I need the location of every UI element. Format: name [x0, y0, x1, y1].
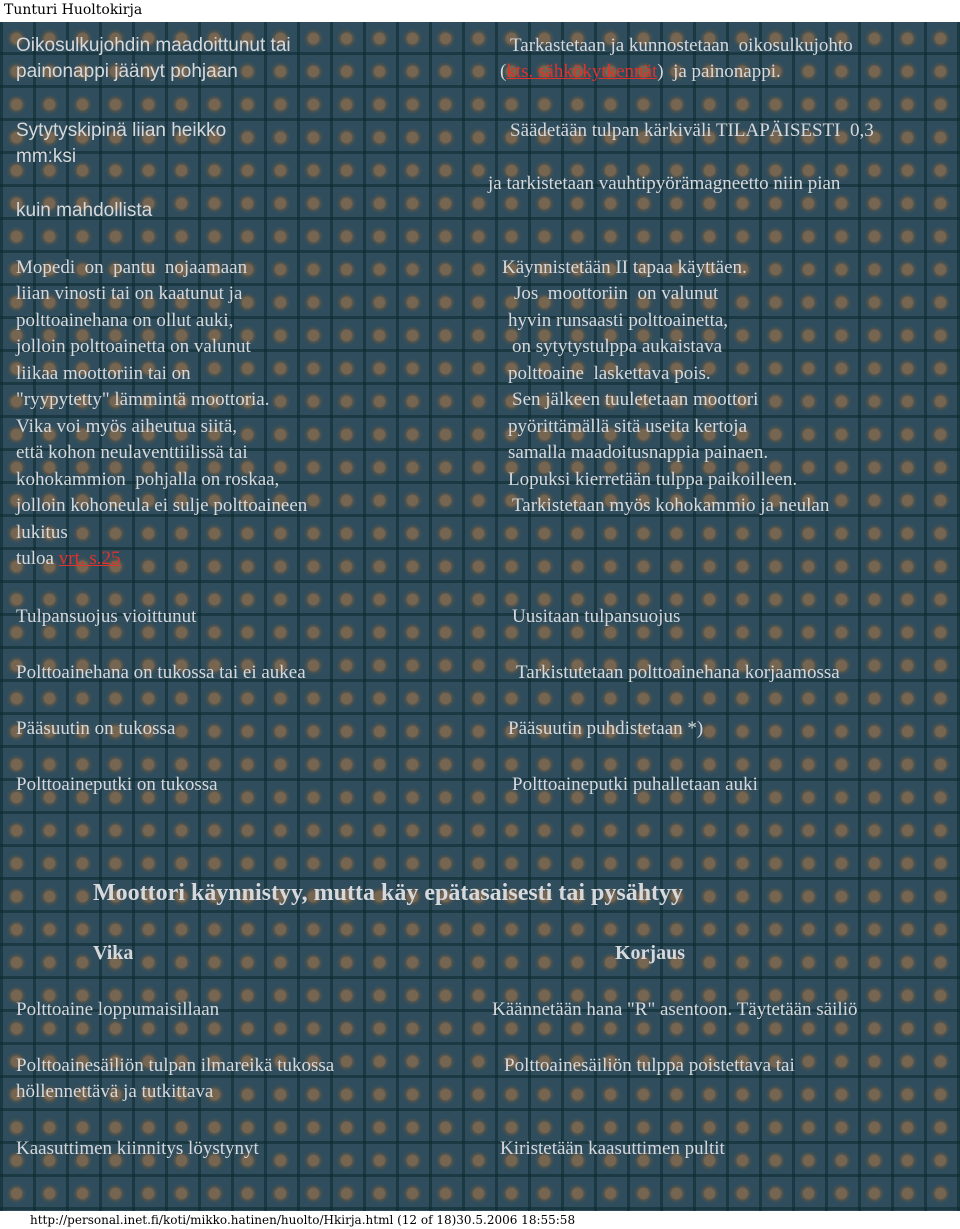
fix-text-part: (	[500, 61, 507, 82]
fault-text: polttoainehana on ollut auki,	[16, 310, 234, 331]
fault-text: Vika voi myös aiheutua siitä,	[16, 416, 238, 437]
fix-text: Pääsuutin puhdistetaan *)	[508, 718, 704, 739]
fix-text-part: ) ja painonappi.	[657, 61, 781, 82]
fix-text: Tarkistutetaan polttoainehana korjaamossa	[516, 662, 840, 683]
manual-content	[0, 22, 960, 1211]
fix-text: Käännetään hana "R" asentoon. Täytetään säiliö	[492, 999, 858, 1020]
fault-text: mm:ksi	[16, 146, 77, 167]
fix-text: samalla maadoitusnappia painaen.	[508, 442, 769, 463]
fault-text: Kaasuttimen kiinnitys löystynyt	[16, 1138, 259, 1159]
footer-url: http://personal.inet.fi/koti/mikko.hatinen/huolto/Hkirja.html (12 of 18)30.5.2006 18:55:58	[30, 1213, 576, 1227]
fault-text: Polttoainesäiliön tulpan ilmareikä tukossa	[16, 1055, 335, 1076]
fault-text: Polttoainehana on tukossa tai ei aukea	[16, 662, 306, 683]
page-header-title: Tunturi Huoltokirja	[4, 2, 143, 18]
fault-text: Mopedi on pantu nojaamaan	[16, 257, 248, 278]
fault-text: painonappi jäänyt pohjaan	[16, 61, 238, 82]
fault-text: liian vinosti tai on kaatunut ja	[16, 283, 243, 304]
fix-text: Lopuksi kierretään tulppa paikoilleen.	[508, 469, 798, 490]
fix-text: pyörittämällä sitä useita kertoja	[508, 416, 748, 437]
fix-text: Säädetään tulpan kärkiväli TILAPÄISESTI 0,3	[510, 120, 874, 141]
fix-text: Käynnistetään II tapaa käyttäen.	[502, 257, 747, 278]
fault-text: Oikosulkujohdin maadoittunut tai	[16, 35, 291, 56]
fix-text: polttoaine laskettava pois.	[508, 363, 711, 384]
fix-text: Jos moottoriin on valunut	[514, 283, 719, 304]
fix-text: Polttoainesäiliön tulppa poistettava tai	[504, 1055, 795, 1076]
link-sahkokytkennat[interactable]: kts. sähkökytkennät	[506, 61, 658, 82]
fault-text: "ryypytetty" lämmintä moottoria.	[16, 389, 270, 410]
fault-text-part: tuloa	[16, 548, 59, 569]
fault-text: liikaa moottoriin tai on	[16, 363, 191, 384]
fault-text: Pääsuutin on tukossa	[16, 718, 176, 739]
fix-text: hyvin runsaasti polttoainetta,	[508, 310, 729, 331]
fault-text: kohokammion pohjalla on roskaa,	[16, 469, 280, 490]
fix-text: on sytytystulppa aukaistava	[512, 336, 723, 357]
fix-text: Uusitaan tulpansuojus	[512, 606, 681, 627]
fault-text: että kohon neulaventtiilissä tai	[16, 442, 248, 463]
fix-text: Tarkastetaan ja kunnostetaan oikosulkujohto	[510, 35, 853, 56]
fix-text	[500, 59, 781, 86]
fix-text: Kiristetään kaasuttimen pultit	[500, 1138, 725, 1159]
link-vrt-s25[interactable]: vrt. s.25	[58, 548, 121, 569]
column-header-fault: Vika	[93, 942, 134, 964]
fault-text: höllennettävä ja tutkittava	[16, 1081, 214, 1102]
column-header-fix: Korjaus	[615, 942, 685, 964]
fix-text: Tarkistetaan myös kohokammio ja neulan	[512, 495, 830, 516]
fix-text: Polttoaineputki puhalletaan auki	[512, 774, 758, 795]
fault-text: lukitus	[16, 522, 68, 543]
fault-text: Polttoaineputki on tukossa	[16, 774, 218, 795]
fix-text: Sen jälkeen tuuletetaan moottori	[512, 389, 759, 410]
fault-text: jolloin polttoainetta on valunut	[16, 336, 251, 357]
fault-text: Polttoaine loppumaisillaan	[16, 999, 220, 1020]
page-footer	[0, 1211, 960, 1229]
fix-text: ja tarkistetaan vauhtipyörämagneetto niin pian	[488, 173, 841, 194]
fault-text	[16, 546, 121, 573]
fault-text: kuin mahdollista	[16, 200, 153, 221]
section-heading: Moottori käynnistyy, mutta käy epätasaisesti tai pysähtyy	[93, 880, 684, 906]
fault-text: Tulpansuojus vioittunut	[16, 606, 197, 627]
fault-text: Sytytyskipinä liian heikko	[16, 120, 227, 141]
page-header	[0, 0, 960, 22]
fault-text: jolloin kohoneula ei sulje polttoaineen	[16, 495, 308, 516]
